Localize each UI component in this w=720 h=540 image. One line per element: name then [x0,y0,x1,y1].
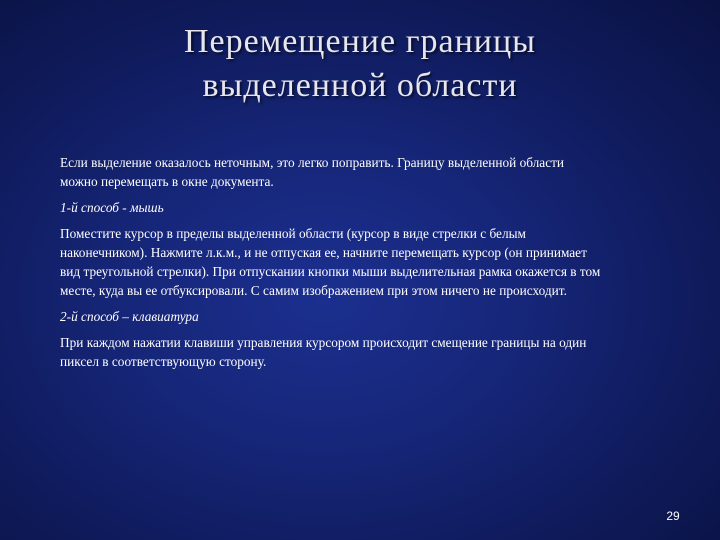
text-line: Поместите курсор в пределы выделенной области (курсор в виде стрелки с белым [60,226,526,241]
text-line: Если выделение оказалось неточным, это легко поправить. Границу выделенной области [60,155,565,170]
title-line-2: выделенной области [202,67,518,104]
text-line: 2-й способ – клавиатура [60,309,199,324]
text-line: месте, куда вы ее отбуксировали. С самим изображением при этом ничего не происходит. [60,283,567,298]
method-2-heading [60,307,720,326]
intro-paragraph [60,153,720,191]
slide-title [60,20,660,108]
method-2-paragraph [60,333,720,371]
text-line: вид треугольной стрелки). При отпускании кнопки мыши выделительная рамка окажется в том [60,264,601,279]
method-1-heading [60,198,720,217]
text-line: 1-й способ - мышь [60,200,164,215]
page-number: 29 [666,509,680,523]
slide-body [60,153,720,378]
method-1-paragraph [60,224,720,300]
text-line: пиксел в соответствующую сторону. [60,354,267,369]
text-line: наконечником). Нажмите л.к.м., и не отпуская ее, начните перемещать курсор (он принимает [60,245,587,260]
text-line: можно перемещать в окне документа. [60,174,274,189]
text-line: При каждом нажатии клавиши управления курсором происходит смещение границы на один [60,335,587,350]
title-line-1: Перемещение границы [183,23,537,60]
